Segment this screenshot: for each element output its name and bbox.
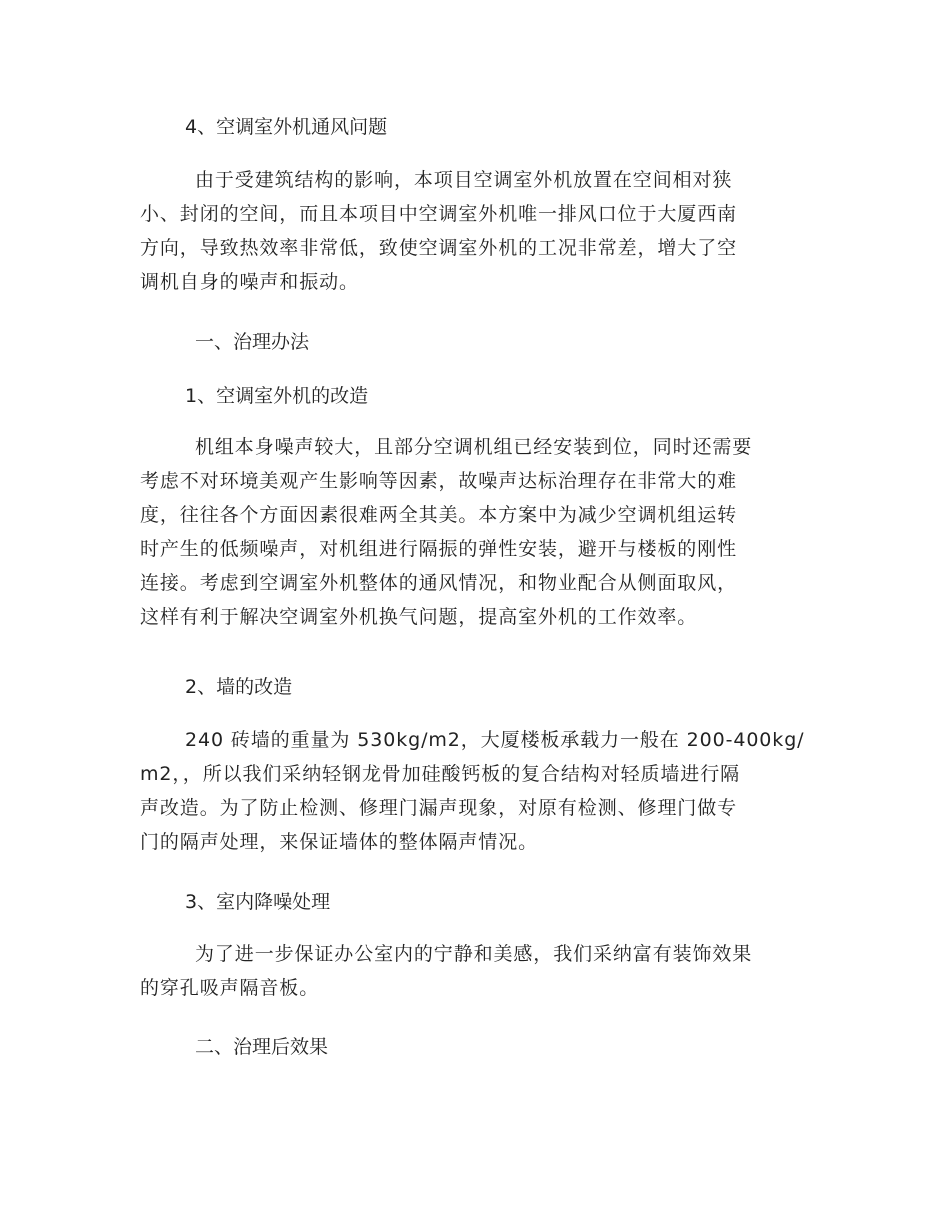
paragraph-line: 调机自身的噪声和振动。 (140, 271, 359, 293)
paragraph-line: m2，，所以我们采纳轻钢龙骨加硅酸钙板的复合结构对轻质墙进行隔 (140, 763, 740, 785)
heading-treatment-methods: 一、治理办法 (195, 331, 310, 353)
paragraph-line: 这样有利于解决空调室外机换气问题，提高室外机的工作效率。 (140, 606, 698, 628)
heading-ac-ventilation: 4、空调室外机通风问题 (185, 116, 388, 138)
paragraph-line: 时产生的低频噪声，对机组进行隔振的弹性安装，避开与楼板的刚性 (140, 538, 738, 560)
heading-post-treatment-effect: 二、治理后效果 (195, 1036, 329, 1058)
paragraph-line: 机组本身噪声较大，且部分空调机组已经安装到位，同时还需要 (195, 436, 753, 458)
heading-indoor-noise-reduction: 3、室内降噪处理 (185, 891, 331, 913)
paragraph-indoor-noise-reduction (140, 937, 808, 1005)
paragraph-line: 由于受建筑结构的影响，本项目空调室外机放置在空间相对狭 (195, 169, 733, 191)
heading-outdoor-unit-renovation: 1、空调室外机的改造 (185, 385, 369, 407)
paragraph-ac-ventilation (140, 163, 808, 299)
paragraph-line: 度，往往各个方面因素很难两全其美。本方案中为减少空调机组运转 (140, 504, 738, 526)
paragraph-line: 方向，导致热效率非常低，致使空调室外机的工况非常差，增大了空 (140, 237, 738, 259)
paragraph-line: 声改造。为了防止检测、修理门漏声现象，对原有检测、修理门做专 (140, 797, 738, 819)
paragraph-line: 为了进一步保证办公室内的宁静和美感，我们采纳富有装饰效果 (195, 943, 753, 965)
paragraph-wall-renovation (140, 723, 808, 859)
paragraph-line: 240 砖墙的重量为 530kg/m2，大厦楼板承载力一般在 200-400kg/ (185, 729, 805, 751)
paragraph-line: 的穿孔吸声隔音板。 (140, 977, 320, 999)
heading-wall-renovation: 2、墙的改造 (185, 676, 293, 698)
paragraph-outdoor-unit-renovation (140, 430, 808, 634)
paragraph-line: 连接。考虑到空调室外机整体的通风情况，和物业配合从侧面取风， (140, 572, 738, 594)
paragraph-line: 考虑不对环境美观产生影响等因素，故噪声达标治理存在非常大的难 (140, 470, 738, 492)
paragraph-line: 门的隔声处理，来保证墙体的整体隔声情况。 (140, 831, 539, 853)
paragraph-line: 小、封闭的空间，而且本项目中空调室外机唯一排风口位于大厦西南 (140, 203, 738, 225)
